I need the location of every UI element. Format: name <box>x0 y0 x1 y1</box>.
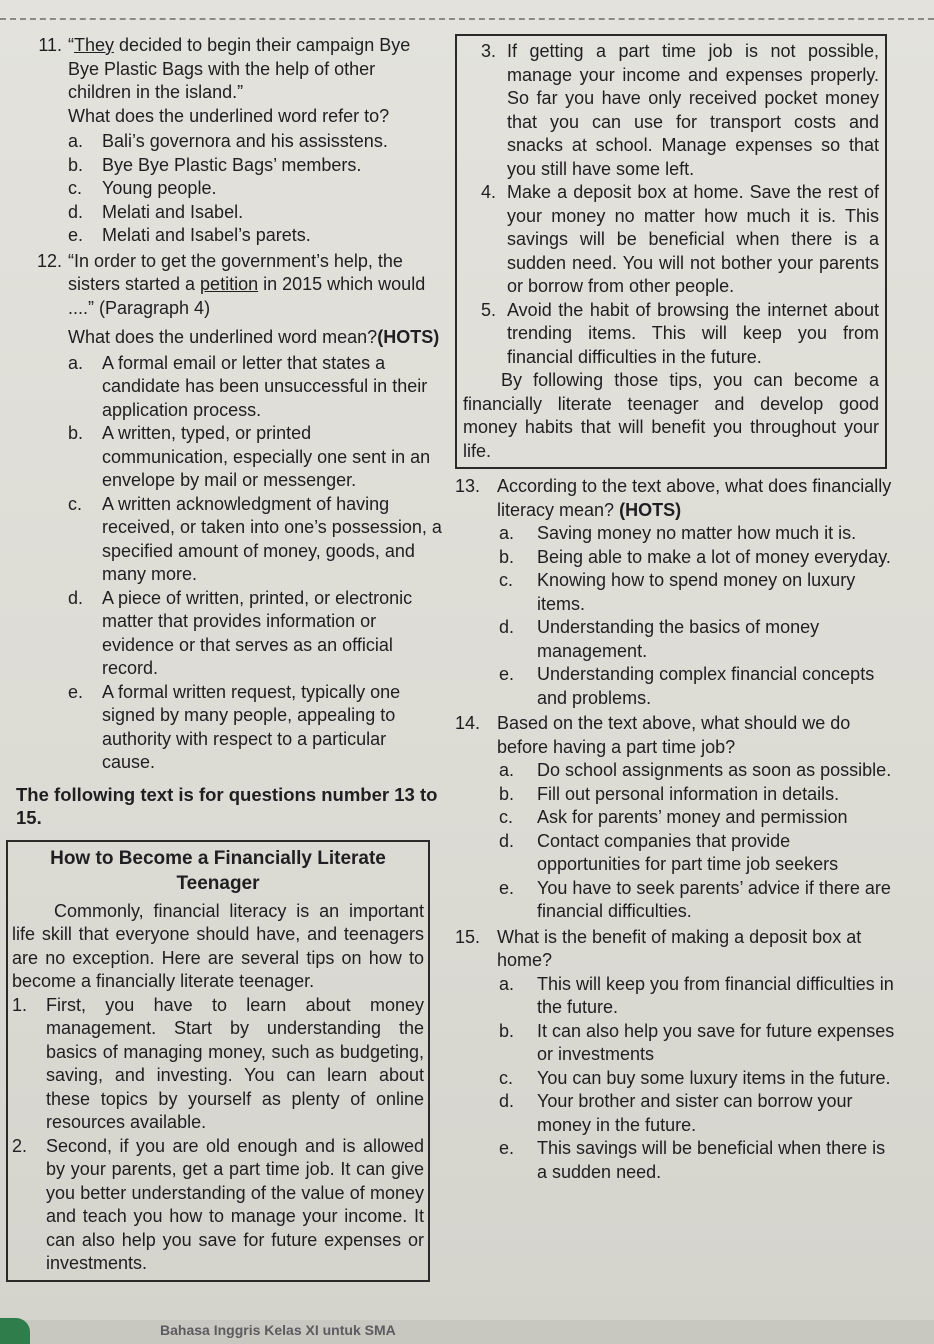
option-e: e. Understanding complex financial concepts and problems. <box>499 664 875 708</box>
passage-continued <box>455 34 887 469</box>
option-c: c. Ask for parents’ money and permission <box>499 807 848 827</box>
option-e: e. Melati and Isabel’s parets. <box>68 225 311 245</box>
option-e: e. You have to seek parents’ advice if there are financial difficulties. <box>499 877 891 921</box>
top-divider <box>0 18 934 20</box>
question-12 <box>6 250 442 350</box>
question-13 <box>455 475 895 522</box>
question-11 <box>6 34 442 128</box>
question-number: 15. <box>455 926 481 947</box>
option-a: a. A formal email or letter that states a candidate has been unsuccessful in their application process. <box>68 352 428 420</box>
option-d: d. A piece of written, printed, or electronic matter that provides information or evidence or that serves as an official record. <box>68 587 413 678</box>
question-text: According to the text above, what does financially literacy mean? <box>497 476 892 520</box>
question-15 <box>455 926 895 973</box>
hots-badge: (HOTS) <box>377 327 440 347</box>
option-d: d. Your brother and sister can borrow your money in the future. <box>499 1091 853 1135</box>
question-stem: “They decided to begin their campaign Bye Bye Plastic Bags with the help of other children in the island.” <box>68 35 411 102</box>
underlined-word: petition <box>200 274 259 294</box>
option-c: c. Young people. <box>68 178 217 198</box>
question-number: 11. <box>38 35 62 55</box>
option-b: b. A written, typed, or printed communication, especially one sent in an envelope by mail or messenger. <box>68 423 431 490</box>
question-text: Based on the text above, what should we do before having a part time job? <box>497 713 851 757</box>
question-text: What does the underlined word mean?(HOTS) <box>68 327 440 347</box>
page-footer <box>0 1320 934 1344</box>
tip-4: 4. Make a deposit box at home. Save the rest of your money no matter how much it is. This savings will be beneficial when there is a sudden need. You will not bother your parents or borrow from other people. <box>481 182 879 296</box>
option-b: b. It can also help you save for future expenses or investments <box>499 1020 895 1064</box>
tip-1: 1. First, you have to learn about money management. Start by understanding the basics of managing money, such as budgeting, saving, and investing. You can learn about these topics by yourself as plenty of online resources available. <box>12 994 424 1132</box>
reading-intro: The following text is for questions number 13 to 15. <box>16 783 438 828</box>
tip-3: 3. If getting a part time job is not possible, manage your income and expenses properly. So far you have only received pocket money that you can use for transport costs and snacks at school. Manage expenses so that you still have some left. <box>481 41 879 179</box>
passage-paragraph: Commonly, financial literacy is an important life skill that everyone should have, and teenagers are no exception. Here are several tips on how to become a financially literate teenager. <box>12 900 424 991</box>
question-number: 14. <box>455 713 481 733</box>
hots-badge: (HOTS) <box>619 499 682 520</box>
question-number: 12. <box>36 250 62 271</box>
question-14 <box>455 712 895 759</box>
footer-book-title: Bahasa Inggris Kelas XI untuk SMA <box>160 1322 396 1338</box>
tip-5: 5. Avoid the habit of browsing the internet about trending items. This will keep you from financial difficulties in the future. <box>481 299 879 367</box>
option-e: e. This savings will be beneficial when there is a sudden need. <box>499 1138 886 1182</box>
tip-2: 2. Second, if you are old enough and is allowed by your parents, get a part time job. It can give you better understanding of the value of money and teach you how to manage your income. It can also help you save for future expenses or investments. <box>12 1135 424 1273</box>
passage-closing: By following those tips, you can become a financially literate teenager and develop good money habits that will benefit you throughout your life. <box>463 370 879 461</box>
passage-title: How to Become a Financially Literate Teenager <box>50 847 386 894</box>
option-b: b. Being able to make a lot of money everyday. <box>499 546 891 567</box>
underlined-word: They <box>74 35 115 55</box>
option-d: d. Understanding the basics of money management. <box>499 617 820 661</box>
reading-passage <box>6 840 430 1282</box>
question-number: 13. <box>455 476 481 496</box>
option-a: a. Do school assignments as soon as possible. <box>499 760 892 780</box>
option-e: e. A formal written request, typically one signed by many people, appealing to authority with respect to a particular cause. <box>68 681 401 772</box>
option-c: c. A written acknowledgment of having received, or taken into one’s possession, a specified amount of money, goods, and many more. <box>68 493 442 584</box>
option-c: c. You can buy some luxury items in the future. <box>499 1067 891 1088</box>
option-a: a. Saving money no matter how much it is. <box>499 523 857 543</box>
option-a: a. This will keep you from financial difficulties in the future. <box>499 973 894 1017</box>
option-d: d. Contact companies that provide opportunities for part time job seekers <box>499 830 839 874</box>
left-column <box>6 34 442 1282</box>
option-b: b. Fill out personal information in details. <box>499 783 840 804</box>
page-corner-tab <box>0 1318 30 1344</box>
option-d: d. Melati and Isabel. <box>68 201 244 222</box>
question-stem: “In order to get the government’s help, the sisters started a petition in 2015 which would ....” (Paragraph 4) <box>68 250 426 318</box>
option-b: b. Bye Bye Plastic Bags’ members. <box>68 154 362 175</box>
option-a: a. Bali’s governora and his assisstens. <box>68 131 388 151</box>
question-text: What does the underlined word refer to? <box>68 105 390 126</box>
right-column <box>455 34 895 1184</box>
option-c: c. Knowing how to spend money on luxury items. <box>499 570 856 614</box>
question-text: What is the benefit of making a deposit box at home? <box>497 926 862 970</box>
